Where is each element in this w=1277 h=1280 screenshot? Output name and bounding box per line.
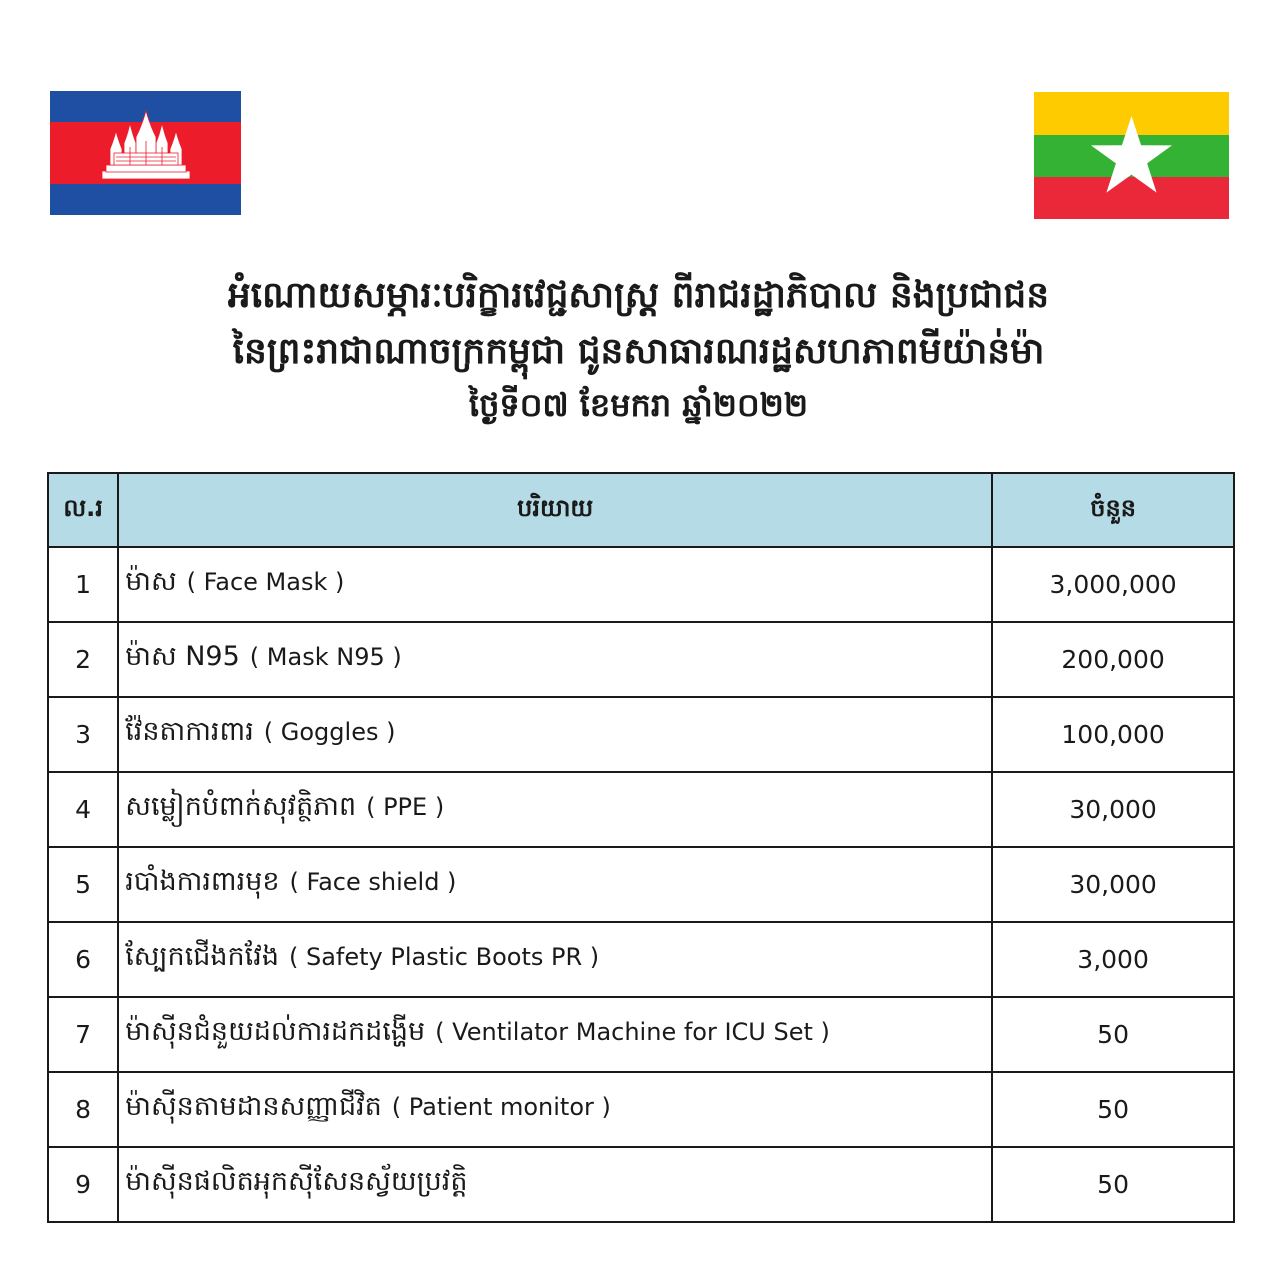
cambodia-flag-icon [50, 91, 241, 215]
description-khmer: សម្លៀកបំពាក់សុវត្ថិភាព [125, 791, 357, 822]
description-khmer: របាំងការពារមុខ [125, 866, 280, 897]
row-quantity: 100,000 [992, 697, 1234, 772]
row-number: 6 [48, 922, 118, 997]
row-quantity: 50 [992, 1072, 1234, 1147]
table-row [48, 997, 1234, 1072]
row-quantity: 30,000 [992, 847, 1234, 922]
row-description [118, 847, 992, 922]
row-description [118, 772, 992, 847]
description-english: ( Face shield ) [289, 868, 457, 896]
header-no: ល.រ [48, 473, 118, 547]
myanmar-flag-icon [1034, 92, 1229, 219]
row-number: 3 [48, 697, 118, 772]
table-row [48, 772, 1234, 847]
table-row [48, 547, 1234, 622]
description-english: ( Safety Plastic Boots PR ) [288, 943, 600, 971]
row-number: 7 [48, 997, 118, 1072]
header-description: បរិយាយ [118, 473, 992, 547]
row-quantity: 30,000 [992, 772, 1234, 847]
table-row [48, 922, 1234, 997]
row-description [118, 697, 992, 772]
description-khmer: ម៉ាស៊ីនផលិតអុកស៊ីសែនស្វ័យប្រវត្តិ [125, 1166, 468, 1197]
document-title [60, 268, 1217, 430]
description-khmer: ម៉ាស N95 [125, 641, 240, 672]
row-description [118, 1147, 992, 1222]
description-khmer: ម៉ាស៊ីនតាមដានសញ្ញាជីវិត [125, 1091, 382, 1122]
row-quantity: 50 [992, 997, 1234, 1072]
description-khmer: វ៉ែនតាការពារ [125, 716, 254, 747]
title-date: ថ្ងៃទី០៧ ខែមករា ឆ្នាំ២០២២ [468, 386, 809, 424]
row-description [118, 922, 992, 997]
description-english: ( Patient monitor ) [391, 1093, 611, 1121]
row-description [118, 622, 992, 697]
description-english: ( PPE ) [366, 793, 445, 821]
row-number: 2 [48, 622, 118, 697]
description-english: ( Goggles ) [263, 718, 396, 746]
row-number: 9 [48, 1147, 118, 1222]
row-number: 5 [48, 847, 118, 922]
row-number: 8 [48, 1072, 118, 1147]
row-number: 1 [48, 547, 118, 622]
description-english: ( Mask N95 ) [249, 643, 402, 671]
description-english: ( Ventilator Machine for ICU Set ) [435, 1018, 830, 1046]
title-line-2: នៃព្រះរាជាណាចក្រកម្ពុជា ជូនសាធារណរដ្ឋសហភាពមីយ៉ាន់ម៉ា [232, 331, 1045, 372]
description-khmer: ម៉ាស៊ីនជំនួយដល់ការដកដង្ហើម [125, 1016, 426, 1047]
row-number: 4 [48, 772, 118, 847]
row-quantity: 200,000 [992, 622, 1234, 697]
table-row [48, 697, 1234, 772]
header-quantity: ចំនួន [992, 473, 1234, 547]
description-khmer: ម៉ាស [125, 566, 177, 597]
description-khmer: ស្បែកជើងកវែង [125, 941, 279, 972]
row-quantity: 50 [992, 1147, 1234, 1222]
row-description [118, 997, 992, 1072]
donation-table [47, 472, 1235, 1223]
row-description [118, 1072, 992, 1147]
title-line-1: អំណោយសម្ភារៈបរិក្ខារវេជ្ជសាស្ត្រ ពីរាជរដ្ឋាភិបាល និងប្រជាជន [227, 275, 1050, 316]
table-row [48, 847, 1234, 922]
table-row [48, 622, 1234, 697]
row-quantity: 3,000 [992, 922, 1234, 997]
table-row [48, 1147, 1234, 1222]
table-row [48, 1072, 1234, 1147]
angkor-wat-icon [50, 91, 241, 215]
description-english: ( Face Mask ) [186, 568, 345, 596]
row-quantity: 3,000,000 [992, 547, 1234, 622]
table-header-row [48, 473, 1234, 547]
row-description [118, 547, 992, 622]
star-icon [1034, 92, 1229, 219]
